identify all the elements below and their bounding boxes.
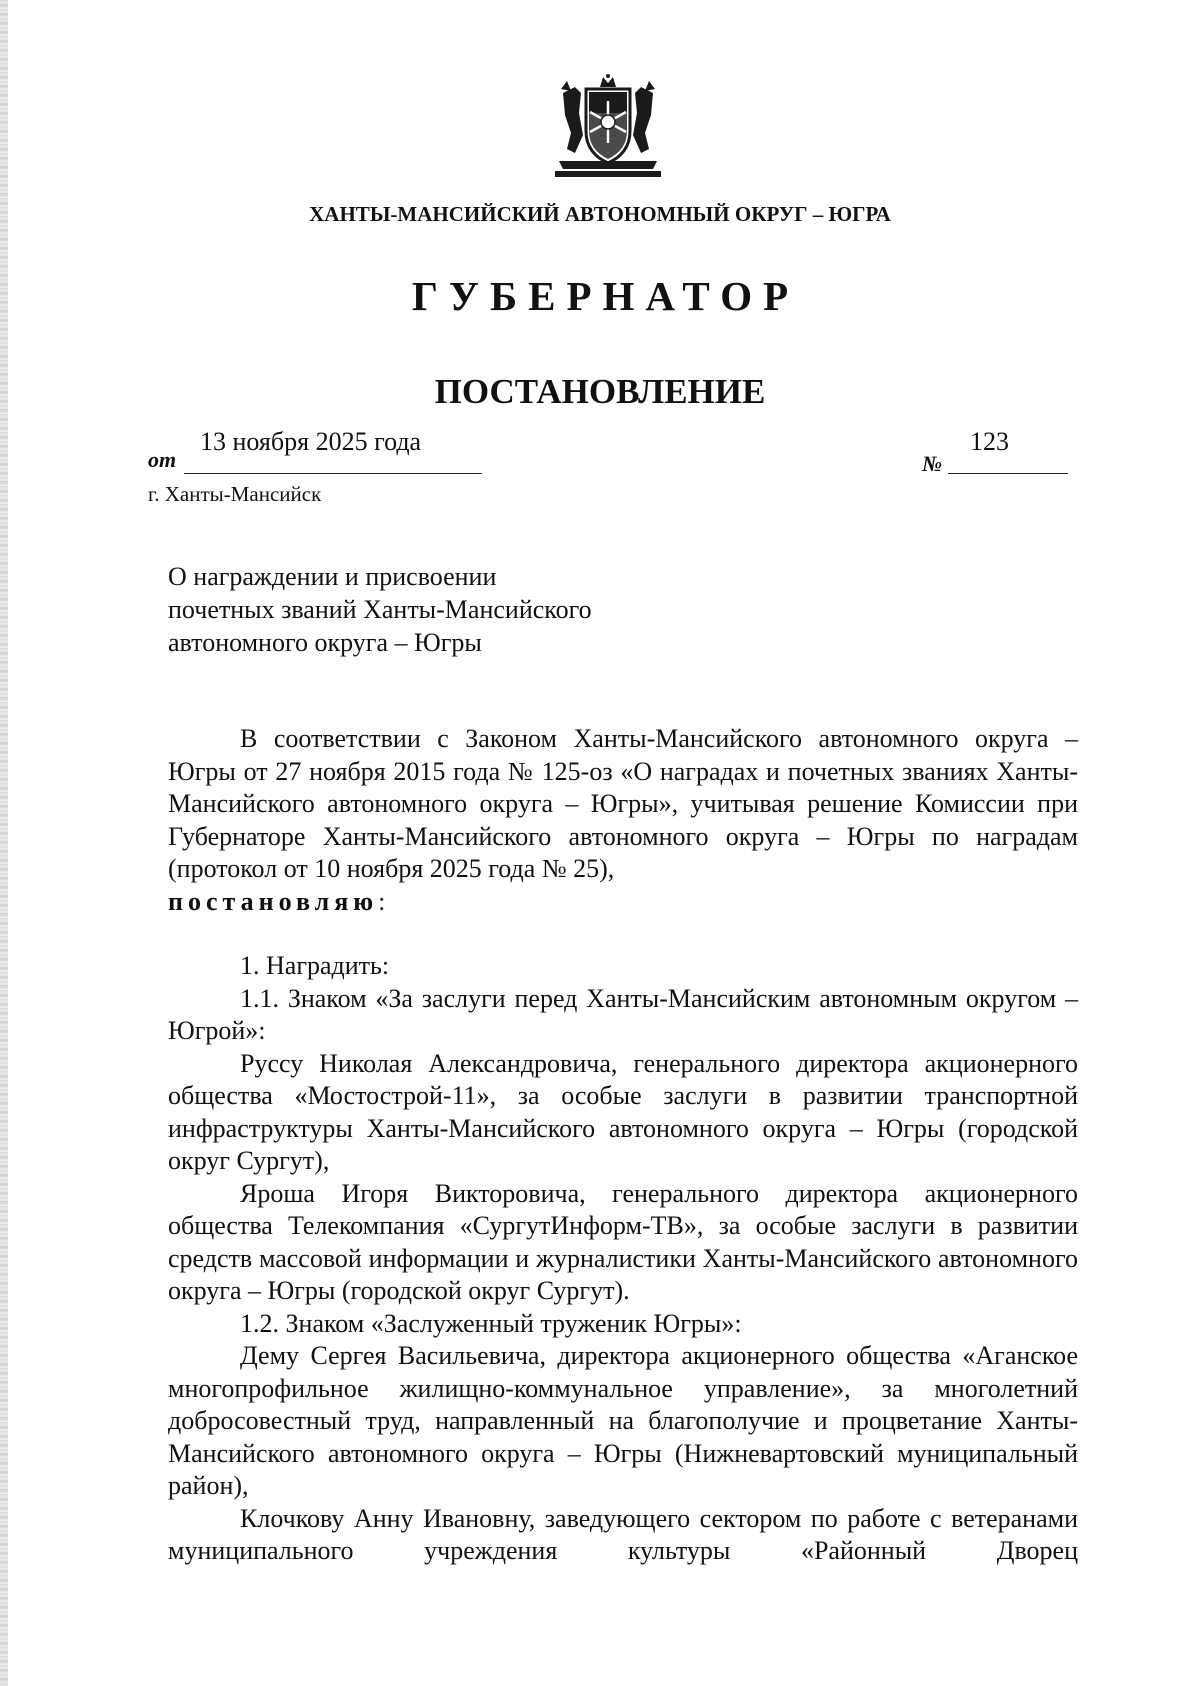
resolve-colon: : — [378, 886, 386, 916]
document-body — [168, 723, 1078, 1568]
award-person-3: Дему Сергея Васильевича, директора акционерного общества «Аганское многопрофильное жилищно-коммунальное управление», за многолетний добросовестный труд, направленный на благополучие и процветание Ханты-Мансийского автономного округа – Югры (Нижневартовский муниципальный район), — [168, 1341, 1078, 1500]
document-city: г. Ханты-Мансийск — [148, 482, 322, 506]
region-title: ХАНТЫ-МАНСИЙСКИЙ АВТОНОМНЫЙ ОКРУГ – ЮГРА — [309, 202, 891, 226]
award-person-1: Руссу Николая Александровича, генерального директора акционерного общества «Мостострой-11», за особые заслуги в развитии транспортной инфраструктуры Ханты-Мансийского автономного округа – Югры (городской округ Сургут), — [168, 1048, 1078, 1175]
date-field — [184, 427, 482, 474]
item-1-1: 1.1. Знаком «За заслуги перед Ханты-Мансийским автономным округом – Югрой»: — [168, 983, 1078, 1045]
authority-title: ГУБЕРНАТОР — [411, 273, 800, 319]
award-person-4: Клочкову Анну Ивановну, заведующего сектором по работе с ветеранами муниципального учреждения культуры «Районный Дворец — [168, 1503, 1078, 1565]
resolve-word: постановляю — [168, 886, 379, 916]
document-subject — [168, 560, 592, 659]
subject-line: О награждении и присвоении — [168, 562, 497, 591]
scan-edge — [0, 0, 8, 1686]
resolve-paragraph — [168, 886, 1078, 919]
subject-line: автономного округа – Югры — [168, 628, 482, 657]
item-1: 1. Наградить: — [240, 951, 390, 980]
date-prefix: от — [148, 447, 177, 472]
number-prefix: № — [922, 451, 943, 476]
award-person-2: Яроша Игоря Викторовича, генерального директора акционерного общества Телекомпания «СургутИнформ-ТВ», за особые заслуги в развитии средств массовой информации и журналистики Ханты-Мансийского автономного округа – Югры (городской округ Сургут). — [168, 1178, 1078, 1305]
subject-line: почетных званий Ханты-Мансийского — [168, 595, 592, 624]
number-field — [948, 427, 1068, 474]
preamble-text: В соответствии с Законом Ханты-Мансийского автономного округа – Югры от 27 ноября 2015 года № 125-оз «О наградах и почетных званиях Ханты-Мансийского автономного округа – Югры», учитывая решение Комиссии при Губернаторе Ханты-Мансийского автономного округа – Югры по наградам (протокол от 10 ноября 2025 года № 25), — [168, 724, 1078, 883]
document-number: 123 — [970, 427, 1009, 456]
coat-of-arms-icon — [553, 73, 663, 179]
item-1-2: 1.2. Знаком «Заслуженный труженик Югры»: — [240, 1308, 742, 1338]
document-date: 13 ноября 2025 года — [200, 427, 422, 456]
document-type: ПОСТАНОВЛЕНИЕ — [434, 372, 766, 411]
preamble-paragraph — [168, 723, 1078, 886]
